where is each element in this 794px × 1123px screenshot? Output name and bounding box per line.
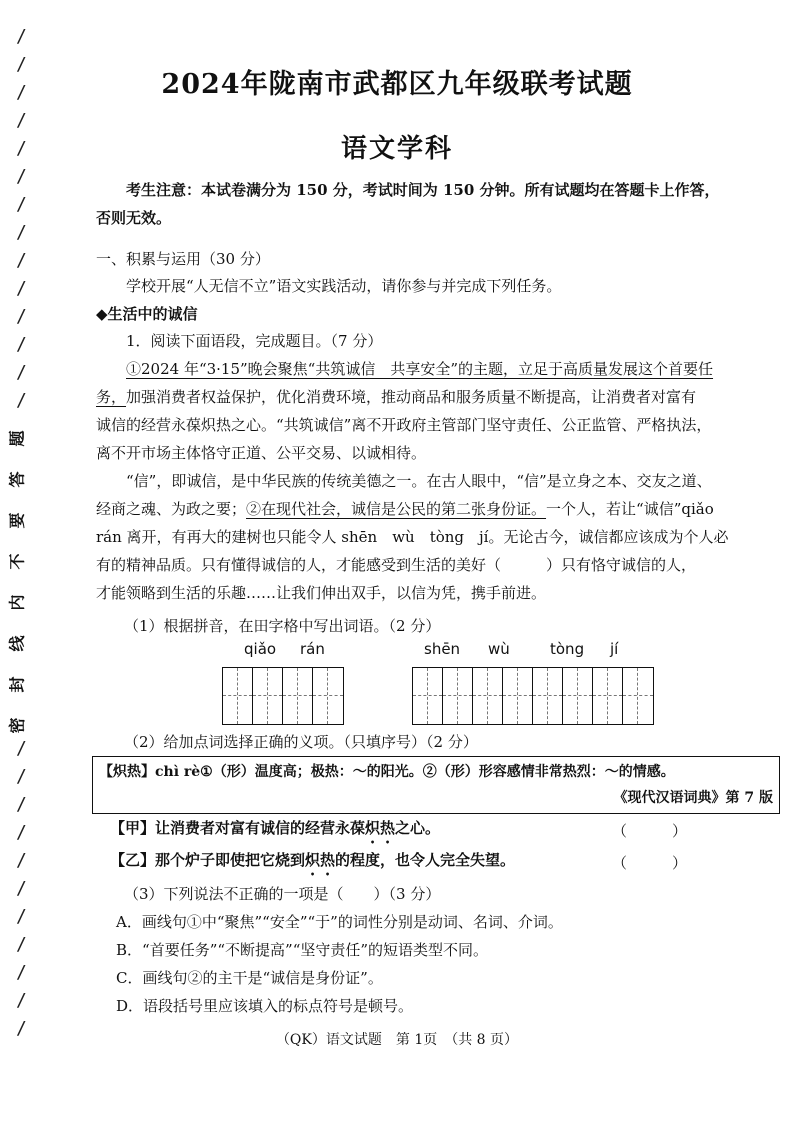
grid-cell[interactable] (473, 668, 503, 724)
passage-text: 加强消费者权益保护，优化消费环境，推动商品和服务质量不断提高，让消费者对富有 (126, 388, 697, 406)
passage-line (96, 355, 776, 383)
item-text: 之心。 (395, 819, 441, 837)
grid-cell[interactable] (223, 668, 253, 724)
margin-slash: / (16, 822, 27, 843)
margin-slash: / (16, 390, 27, 411)
passage-line: 才能领略到生活的乐趣……让我们伸出双手，以信为凭，携手前进。 (96, 584, 547, 602)
item-text: 【甲】让消费者对富有诚信的经营永葆 (110, 819, 366, 837)
pinyin-label: qiǎo (244, 640, 277, 658)
task-heading: ◆生活中的诚信 (96, 305, 198, 323)
seal-char: 答 (7, 471, 27, 488)
passage-line: 离不开市场主体恪守正道、公平交易、以诚相待。 (96, 444, 427, 462)
passage-line (96, 383, 776, 411)
margin-slash: / (16, 166, 27, 187)
grid-cell[interactable] (503, 668, 533, 724)
grid-cell[interactable] (623, 668, 653, 724)
option-d: D．语段括号里应该填入的标点符号是顿号。 (116, 997, 414, 1015)
margin-slash: / (16, 110, 27, 131)
margin-slash: / (16, 766, 27, 787)
page-footer: （QK）语文试题 第 1页 （共 8 页） (275, 1032, 519, 1048)
pinyin-label: shēn (424, 640, 461, 658)
margin-slash: / (16, 962, 27, 983)
margin-slash: / (16, 138, 27, 159)
writing-grid-qiaoran[interactable] (222, 667, 344, 725)
margin-slash: / (16, 222, 27, 243)
underlined-sentence-1-end: 务， (96, 388, 127, 406)
answer-blank-jia[interactable]: （ ） (612, 822, 688, 840)
grid-cell[interactable] (253, 668, 283, 724)
margin-slash: / (16, 906, 27, 927)
grid-cell[interactable] (533, 668, 563, 724)
option-a: A．画线句①中“聚焦”“安全”“于”的词性分别是动词、名词、介词。 (116, 913, 563, 931)
dotted-word: 炽热 (365, 819, 396, 837)
passage-line: 诚信的经营永葆炽热之心。“共筑诚信”离不开政府主管部门坚守责任、公正监管、严格执法， (96, 416, 712, 434)
dictionary-box (92, 756, 780, 814)
grid-cell[interactable] (443, 668, 473, 724)
question-1-1-prompt: （1）根据拼音，在田字格中写出词语。（2 分） (124, 617, 441, 635)
notice-line-2: 否则无效。 (96, 209, 172, 227)
answer-blank-yi[interactable]: （ ） (612, 854, 688, 872)
margin-slash: / (16, 26, 27, 47)
pinyin-label: rán (300, 640, 325, 658)
seal-char: 内 (7, 594, 27, 611)
passage-text: 经商之魂、为政之要； (96, 500, 247, 518)
grid-cell[interactable] (593, 668, 623, 724)
underlined-sentence-2: ②在现代社会，诚信是公民的第二张身份证。 (246, 500, 547, 518)
option-b: B．“首要任务”“不断提高”“坚守责任”的短语类型不同。 (116, 941, 489, 959)
dictionary-entry: 【炽热】chì rè①（形）温度高；极热：～的阳光。②（形）形容感情非常热烈：～的情感。 (99, 764, 675, 780)
item-text: 的程度，也令人完全失望。 (335, 851, 516, 869)
passage-line: “信”，即诚信，是中华民族的传统美德之一。在古人眼中，“信”是立身之本、交友之道、 (126, 472, 712, 490)
section-heading: 一、积累与运用（30 分） (96, 250, 270, 268)
exam-title: 2024年陇南市武都区九年级联考试题 (161, 69, 633, 100)
seal-char: 线 (7, 635, 27, 652)
passage-line (96, 495, 776, 523)
seal-line-text (7, 418, 36, 746)
seal-char: 题 (7, 430, 27, 447)
writing-grid-shenwutongji[interactable] (412, 667, 654, 725)
question-1-prompt: 1．阅读下面语段，完成题目。（7 分） (126, 332, 383, 350)
margin-slash: / (16, 306, 27, 327)
exam-subject: 语文学科 (340, 134, 453, 164)
margin-slash: / (16, 794, 27, 815)
margin-slash: / (16, 878, 27, 899)
passage-line: rán 离开，有再大的建树也只能令人 shēn wù tòng jí。无论古今，诚信都应该成为个人必 (96, 528, 729, 546)
pinyin-label: jí (610, 640, 619, 658)
margin-slash: / (16, 250, 27, 271)
seal-char: 不 (7, 553, 27, 570)
margin-slash: / (16, 738, 27, 759)
margin-slash: / (16, 194, 27, 215)
grid-cell[interactable] (413, 668, 443, 724)
notice-line-1: 考生注意：本试卷满分为 150 分，考试时间为 150 分钟。所有试题均在答题卡上作答， (126, 181, 720, 199)
exam-notice-cont (96, 204, 776, 232)
pinyin-label: wù (488, 640, 510, 658)
margin-slash: / (16, 850, 27, 871)
passage-text: 一个人，若让“诚信”qiǎo (546, 500, 714, 518)
item-jia (110, 814, 790, 847)
margin-slash: / (16, 334, 27, 355)
question-1-3-prompt: （3）下列说法不正确的一项是（ ）（3 分） (124, 885, 441, 903)
binding-margin (6, 20, 42, 1060)
seal-char: 封 (7, 676, 27, 693)
margin-slash: / (16, 82, 27, 103)
margin-slash: / (16, 54, 27, 75)
margin-slash: / (16, 1018, 27, 1039)
exam-notice (96, 176, 776, 204)
margin-slash: / (16, 278, 27, 299)
margin-slash: / (16, 362, 27, 383)
grid-cell[interactable] (313, 668, 343, 724)
grid-cell[interactable] (283, 668, 313, 724)
section-intro: 学校开展“人无信不立”语文实践活动，请你参与并完成下列任务。 (126, 277, 562, 295)
option-c: C．画线句②的主干是“诚信是身份证”。 (116, 969, 383, 987)
grid-cell[interactable] (563, 668, 593, 724)
passage-line: 有的精神品质。只有懂得诚信的人，才能感受到生活的美好（ ）只有恪守诚信的人， (96, 556, 697, 574)
dictionary-source: 《现代汉语词典》第 7 版 (613, 790, 773, 806)
margin-slash: / (16, 934, 27, 955)
pinyin-label: tòng (550, 640, 585, 658)
margin-slash: / (16, 990, 27, 1011)
item-yi (110, 846, 790, 879)
dotted-word: 炽热 (305, 851, 336, 869)
seal-char: 要 (7, 512, 27, 529)
question-1-2-prompt: （2）给加点词选择正确的义项。（只填序号）（2 分） (124, 733, 478, 751)
seal-char: 密 (7, 717, 27, 734)
underlined-sentence-1: ①2024 年“3·15”晚会聚焦“共筑诚信 共享安全”的主题，立足于高质量发展这个首要任 (126, 360, 714, 378)
item-text: 【乙】那个炉子即使把它烧到 (110, 851, 306, 869)
